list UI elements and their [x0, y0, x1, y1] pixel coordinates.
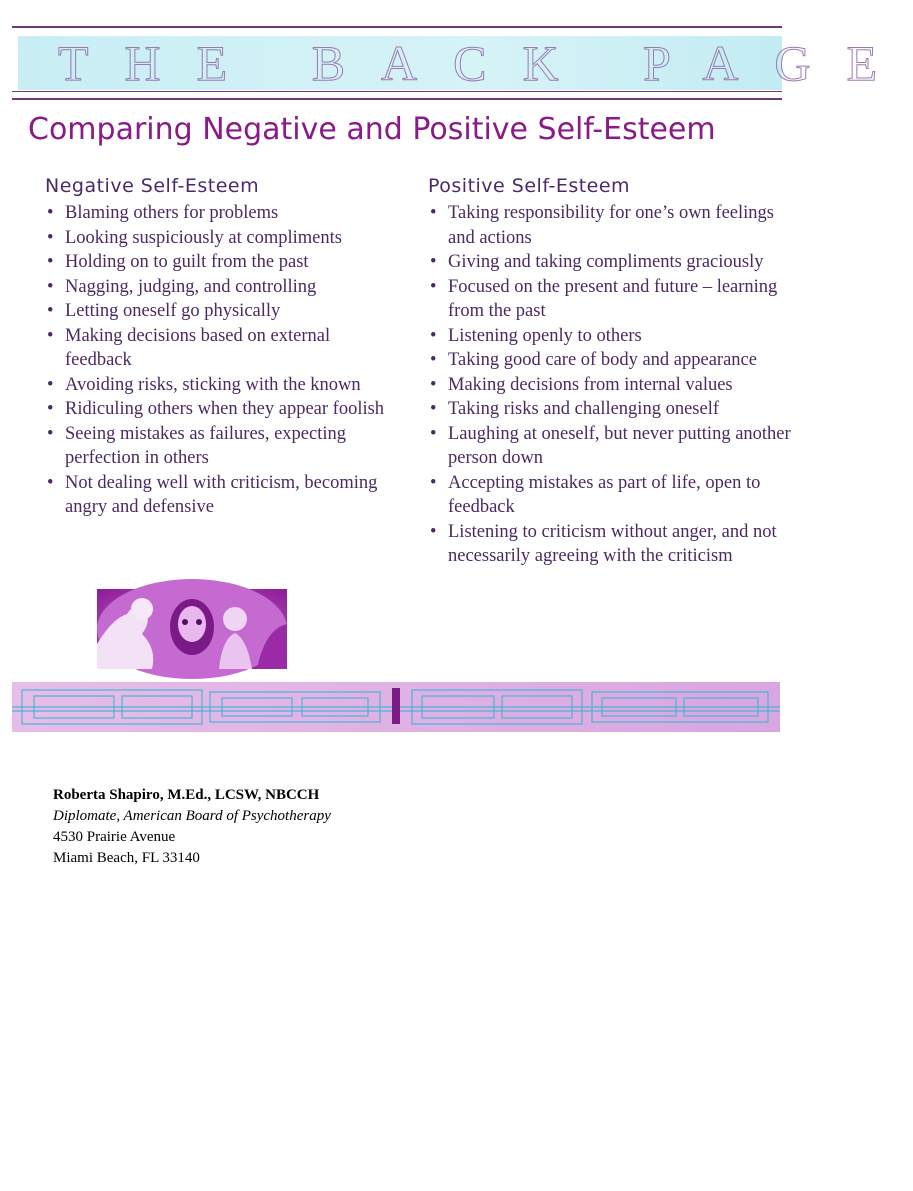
list-item: • Seeing mistakes as failures, expecting perfection in others	[45, 422, 395, 471]
page-title: Comparing Negative and Positive Self-Esteem	[28, 112, 716, 147]
header-band	[12, 26, 913, 100]
banner-title: THE BACK PAGE	[58, 35, 913, 91]
author-credential: Diplomate, American Board of Psychotherapy	[53, 808, 331, 824]
list-item: • Listening openly to others	[428, 324, 798, 349]
list-item: • Looking suspiciously at compliments	[45, 226, 395, 251]
list-item: • Listening to criticism without anger, and not necessarily agreeing with the criticism	[428, 520, 798, 569]
author-name: Roberta Shapiro, M.Ed., LCSW, NBCCH	[53, 787, 320, 803]
list-item: • Giving and taking compliments graciously	[428, 250, 798, 275]
border-pattern	[12, 682, 780, 732]
positive-column	[428, 175, 798, 569]
list-item: • Taking risks and challenging oneself	[428, 397, 798, 422]
list-item: • Letting oneself go physically	[45, 299, 395, 324]
signature-block	[53, 785, 331, 869]
list-item: • Taking responsibility for one’s own feelings and actions	[428, 201, 798, 250]
negative-list	[45, 201, 395, 520]
decorative-border-band	[12, 682, 780, 732]
list-item: • Avoiding risks, sticking with the known	[45, 373, 395, 398]
list-item: • Holding on to guilt from the past	[45, 250, 395, 275]
list-item: • Making decisions from internal values	[428, 373, 798, 398]
list-item: • Laughing at oneself, but never putting another person down	[428, 422, 798, 471]
list-item: • Accepting mistakes as part of life, open to feedback	[428, 471, 798, 520]
positive-list	[428, 201, 798, 569]
list-item: • Nagging, judging, and controlling	[45, 275, 395, 300]
list-item: • Not dealing well with criticism, becoming angry and defensive	[45, 471, 395, 520]
list-item: • Ridiculing others when they appear foolish	[45, 397, 395, 422]
decorative-photo	[97, 589, 287, 669]
list-item: • Focused on the present and future – learning from the past	[428, 275, 798, 324]
address-line-1: 4530 Prairie Avenue	[53, 829, 176, 845]
address-line-2: Miami Beach, FL 33140	[53, 850, 200, 866]
photo-illustration	[97, 589, 287, 669]
list-item: • Taking good care of body and appearance	[428, 348, 798, 373]
negative-column	[45, 175, 395, 520]
list-item: • Making decisions based on external feedback	[45, 324, 395, 373]
positive-heading: Positive Self-Esteem	[428, 175, 631, 197]
negative-heading: Negative Self-Esteem	[45, 175, 260, 197]
list-item: • Blaming others for problems	[45, 201, 395, 226]
banner	[18, 35, 913, 91]
